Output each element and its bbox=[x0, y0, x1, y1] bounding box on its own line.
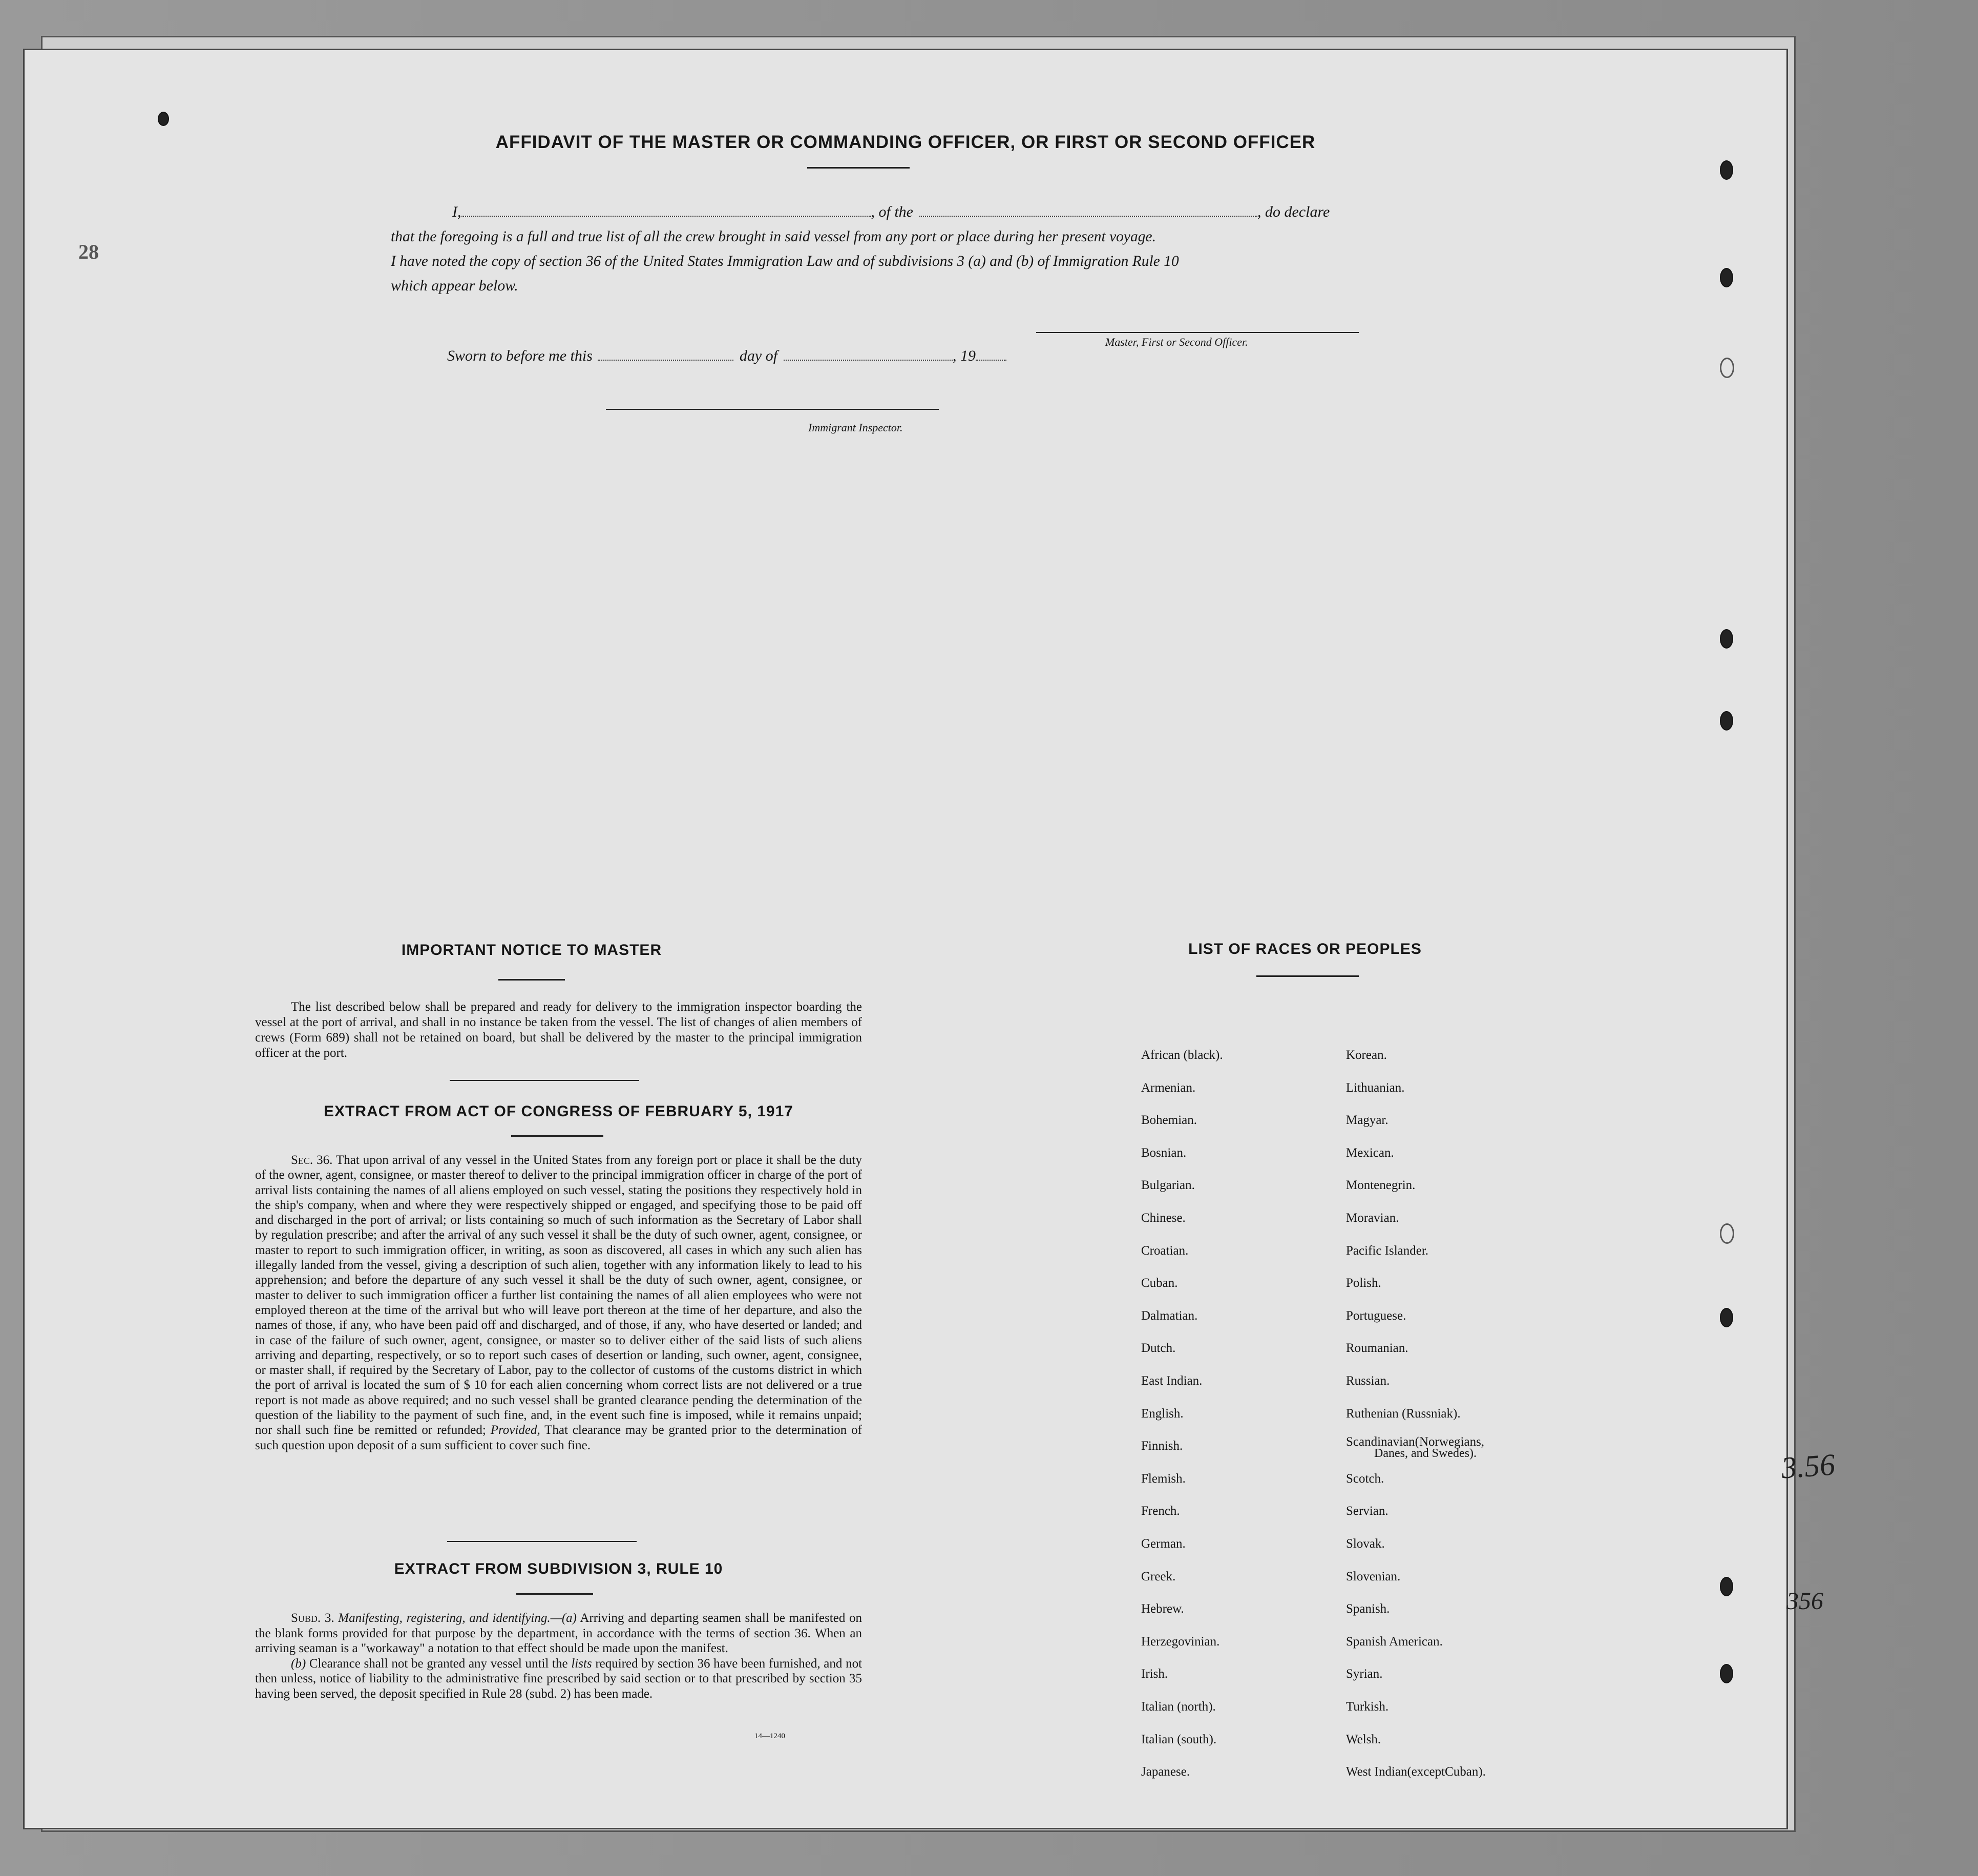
declaration-line-4: which appear below. bbox=[391, 277, 518, 294]
affidavit-title-rule bbox=[807, 167, 910, 169]
race-item-left-19: Herzegovinian. bbox=[1141, 1634, 1220, 1649]
affidavit-title: AFFIDAVIT OF THE MASTER OR COMMANDING OFFICER, OR FIRST OR SECOND OFFICER bbox=[495, 132, 1316, 152]
race-item-right-19: Spanish American. bbox=[1346, 1634, 1443, 1649]
master-signature-line bbox=[1036, 332, 1359, 333]
race-item-right-8: Polish. bbox=[1346, 1276, 1381, 1290]
subd-a-paragraph bbox=[255, 1611, 862, 1656]
races-title: LIST OF RACES OR PEOPLES bbox=[1188, 941, 1422, 957]
race-item-right-2: Lithuanian. bbox=[1346, 1080, 1405, 1095]
notice-title: IMPORTANT NOTICE TO MASTER bbox=[401, 942, 662, 958]
race-item-left-11: East Indian. bbox=[1141, 1374, 1203, 1388]
notice-title-rule bbox=[498, 979, 565, 981]
race-item-left-12: English. bbox=[1141, 1406, 1184, 1421]
binder-hole-1 bbox=[1720, 160, 1733, 180]
race-item-left-1: African (black). bbox=[1141, 1048, 1223, 1062]
sworn-year-blank bbox=[976, 360, 1006, 361]
race-item-right-20: Syrian. bbox=[1346, 1667, 1383, 1681]
sworn-month-blank bbox=[784, 360, 953, 361]
race-item-left-7: Croatian. bbox=[1141, 1243, 1189, 1258]
subd-heading: Manifesting, registering, and identifying.—(a) bbox=[338, 1611, 577, 1625]
declaration-line-2: that the foregoing is a full and true list of all the crew brought in said vessel from any port or place during her present voyage. bbox=[391, 228, 1156, 245]
declaration-line-1 bbox=[391, 200, 1390, 224]
race-item-left-2: Armenian. bbox=[1141, 1080, 1196, 1095]
race-item-right-3: Magyar. bbox=[1346, 1113, 1388, 1128]
sworn-year: , 19 bbox=[953, 347, 976, 364]
subd-a-text: Arriving and departing seamen shall be manifested on the blank forms provided for that purpose by the department, in accordance with the terms of section 36. When an arriving seaman is a "workaway" a notation to that effect should be made upon the manifest. bbox=[255, 1611, 862, 1655]
race-item-left-6: Chinese. bbox=[1141, 1211, 1186, 1225]
binder-hole-4 bbox=[1720, 629, 1733, 649]
race-item-right-23: West Indian(exceptCuban). bbox=[1346, 1765, 1486, 1779]
notice-divider bbox=[450, 1080, 639, 1081]
race-item-right-6: Moravian. bbox=[1346, 1211, 1399, 1225]
race-scandinavian-continued: Danes, and Swedes). bbox=[1374, 1447, 1477, 1460]
race-item-left-16: German. bbox=[1141, 1537, 1186, 1551]
right-margin-note-2: 356 bbox=[1786, 1588, 1823, 1615]
race-item-right-22: Welsh. bbox=[1346, 1732, 1381, 1746]
name-blank bbox=[461, 216, 871, 217]
race-item-left-9: Dalmatian. bbox=[1141, 1308, 1198, 1323]
race-item-right-1: Korean. bbox=[1346, 1048, 1387, 1062]
sec-36-label: Sec. 36. bbox=[291, 1153, 333, 1167]
sworn-line bbox=[447, 347, 1006, 365]
left-margin-mark: 28 bbox=[78, 240, 99, 263]
race-item-right-17: Slovenian. bbox=[1346, 1569, 1401, 1583]
race-item-left-20: Irish. bbox=[1141, 1667, 1168, 1681]
race-item-left-8: Cuban. bbox=[1141, 1276, 1178, 1290]
sworn-day-blank bbox=[598, 360, 733, 361]
subd-b-text-2: required by section 36 have been furnished, and not then unless, notice of liability to the administrative fine prescribed by said section or to that prescribed by section 35 having been served, the deposit specified in Rule 28 (subd. 2) has been made. bbox=[255, 1656, 862, 1701]
race-item-left-14: Flemish. bbox=[1141, 1471, 1186, 1486]
subd-label: Subd. 3. bbox=[291, 1611, 334, 1625]
rule-extract-rule bbox=[516, 1593, 593, 1595]
lists-word: lists bbox=[571, 1656, 592, 1671]
binder-hole-2 bbox=[1720, 268, 1733, 287]
races-title-rule bbox=[1256, 975, 1359, 977]
sec-36-proviso: That clearance may be granted prior to the determination of such question upon deposit of a sum sufficient to cover such fine. bbox=[255, 1423, 862, 1452]
race-item-right-21: Turkish. bbox=[1346, 1700, 1389, 1714]
provided-word: Provided, bbox=[490, 1423, 540, 1437]
race-item-left-22: Italian (south). bbox=[1141, 1732, 1217, 1746]
act-extract-title: EXTRACT FROM ACT OF CONGRESS OF FEBRUARY 5, 1917 bbox=[324, 1103, 793, 1120]
race-item-left-3: Bohemian. bbox=[1141, 1113, 1197, 1128]
race-item-left-5: Bulgarian. bbox=[1141, 1178, 1195, 1193]
race-item-right-11: Russian. bbox=[1346, 1374, 1390, 1388]
inspector-signature-line bbox=[606, 409, 939, 410]
race-item-right-13: Scandinavian(Norwegians, bbox=[1346, 1435, 1485, 1449]
sworn-before-me: Sworn to before me this bbox=[447, 347, 593, 364]
notice-text: The list described below shall be prepared and ready for delivery to the immigration inspector boarding the vessel at the port of arrival, and shall in no instance be taken from the vessel. The list of changes of alien members of crews (Form 689) shall not be retained on board, but shall be delivered by the master to the principal immigration officer at the port. bbox=[255, 1000, 862, 1060]
race-item-left-21: Italian (north). bbox=[1141, 1700, 1216, 1714]
declaration-line-3: I have noted the copy of section 36 of the United States Immigration Law and of subdivisions 3 (a) and (b) of Immigration Rule 10 bbox=[391, 253, 1179, 269]
race-item-right-4: Mexican. bbox=[1346, 1145, 1394, 1160]
binder-hole-9 bbox=[1720, 1664, 1733, 1683]
declaration-i: I, bbox=[452, 203, 461, 220]
race-item-right-15: Servian. bbox=[1346, 1504, 1388, 1518]
race-item-right-14: Scotch. bbox=[1346, 1471, 1384, 1486]
corner-punch-hole bbox=[158, 112, 169, 126]
right-margin-note-1: 3.56 bbox=[1780, 1447, 1837, 1485]
race-item-right-7: Pacific Islander. bbox=[1346, 1243, 1429, 1258]
form-number: 14—1240 bbox=[754, 1732, 785, 1740]
binder-hole-5 bbox=[1720, 711, 1733, 731]
sworn-day-of: day of bbox=[739, 347, 778, 364]
master-signature-caption: Master, First or Second Officer. bbox=[1105, 336, 1248, 348]
declaration-do-declare: , do declare bbox=[1257, 203, 1330, 220]
vessel-blank bbox=[919, 216, 1257, 217]
race-item-right-12: Ruthenian (Russniak). bbox=[1346, 1406, 1461, 1421]
binder-hole-8 bbox=[1720, 1577, 1733, 1596]
binder-hole-6 bbox=[1720, 1223, 1734, 1244]
inspector-caption: Immigrant Inspector. bbox=[808, 421, 903, 434]
race-item-left-4: Bosnian. bbox=[1141, 1145, 1187, 1160]
race-item-right-9: Portuguese. bbox=[1346, 1308, 1406, 1323]
binder-hole-7 bbox=[1720, 1308, 1733, 1327]
act-extract-text bbox=[255, 1153, 862, 1453]
rule-extract-text bbox=[255, 1611, 862, 1701]
act-extract-rule bbox=[511, 1135, 603, 1137]
race-item-left-15: French. bbox=[1141, 1504, 1180, 1518]
race-item-right-10: Roumanian. bbox=[1346, 1341, 1408, 1356]
race-item-right-5: Montenegrin. bbox=[1346, 1178, 1416, 1193]
race-item-right-16: Slovak. bbox=[1346, 1537, 1385, 1551]
affidavit-declaration bbox=[391, 200, 1390, 298]
document-page bbox=[23, 49, 1837, 1829]
race-item-left-23: Japanese. bbox=[1141, 1765, 1190, 1779]
race-item-left-18: Hebrew. bbox=[1141, 1602, 1184, 1616]
subd-b-paragraph bbox=[255, 1656, 862, 1702]
sec-36-body: That upon arrival of any vessel in the United States from any foreign port or place it shall be the duty of the owner, agent, consignee, or master thereof to deliver to the principal immigration officer in charge of the port of arrival lists containing the names of all aliens employed on such vessel, stating the positions they respectively hold in the ship's company, when and where they were respectively shipped or engaged, and specifying those to be paid off and discharged in the port of arrival; or lists containing so much of such information as the Secretary of Labor shall by regulation prescribe; and after the arrival of any such vessel it shall be the duty of such owner, agent, consignee, or master to report to such immigration officer, in writing, as soon as discovered, all cases in which any such alien has illegally landed from the vessel, giving a description of such alien, together with any information likely to lead to his apprehension; and before the departure of any such vessel it shall be the duty of such owner, agent, consignee, or master to deliver to such immigration officer a further list containing the names of all alien employees who were not employed thereon at the time of the arrival but who will leave port thereon at the time of her departure, and also the names of those, if any, who have been paid off and discharged, and of those, if any, who have deserted or landed; and in case of the failure of such owner, agent, consignee, or master so to deliver either of the said lists of such aliens arriving and departing, respectively, or so to report such cases of desertion or landing, such owner, agent, consignee, or master shall, if required by the Secretary of Labor, pay to the collector of customs of the customs district in which the port of arrival is located the sum of $ 10 for each alien concerning whom correct lists are not delivered or a true report is not made as above required; and no such vessel shall be granted clearance pending the determination of the question of the liability to the payment of such fine, and, in the event such fine is imposed, while it remains unpaid; nor shall such fine be remitted or refunded; bbox=[255, 1153, 862, 1437]
declaration-of-the: , of the bbox=[871, 203, 913, 220]
race-item-left-13: Finnish. bbox=[1141, 1439, 1183, 1453]
race-item-left-10: Dutch. bbox=[1141, 1341, 1176, 1356]
rule-extract-title: EXTRACT FROM SUBDIVISION 3, RULE 10 bbox=[394, 1560, 723, 1577]
subd-b-label: (b) bbox=[291, 1656, 306, 1671]
binder-hole-3 bbox=[1720, 358, 1734, 378]
act-extract-divider bbox=[447, 1541, 637, 1542]
race-item-right-18: Spanish. bbox=[1346, 1602, 1390, 1616]
race-item-left-17: Greek. bbox=[1141, 1569, 1176, 1583]
subd-b-text-1: Clearance shall not be granted any vessel until the bbox=[309, 1656, 568, 1671]
